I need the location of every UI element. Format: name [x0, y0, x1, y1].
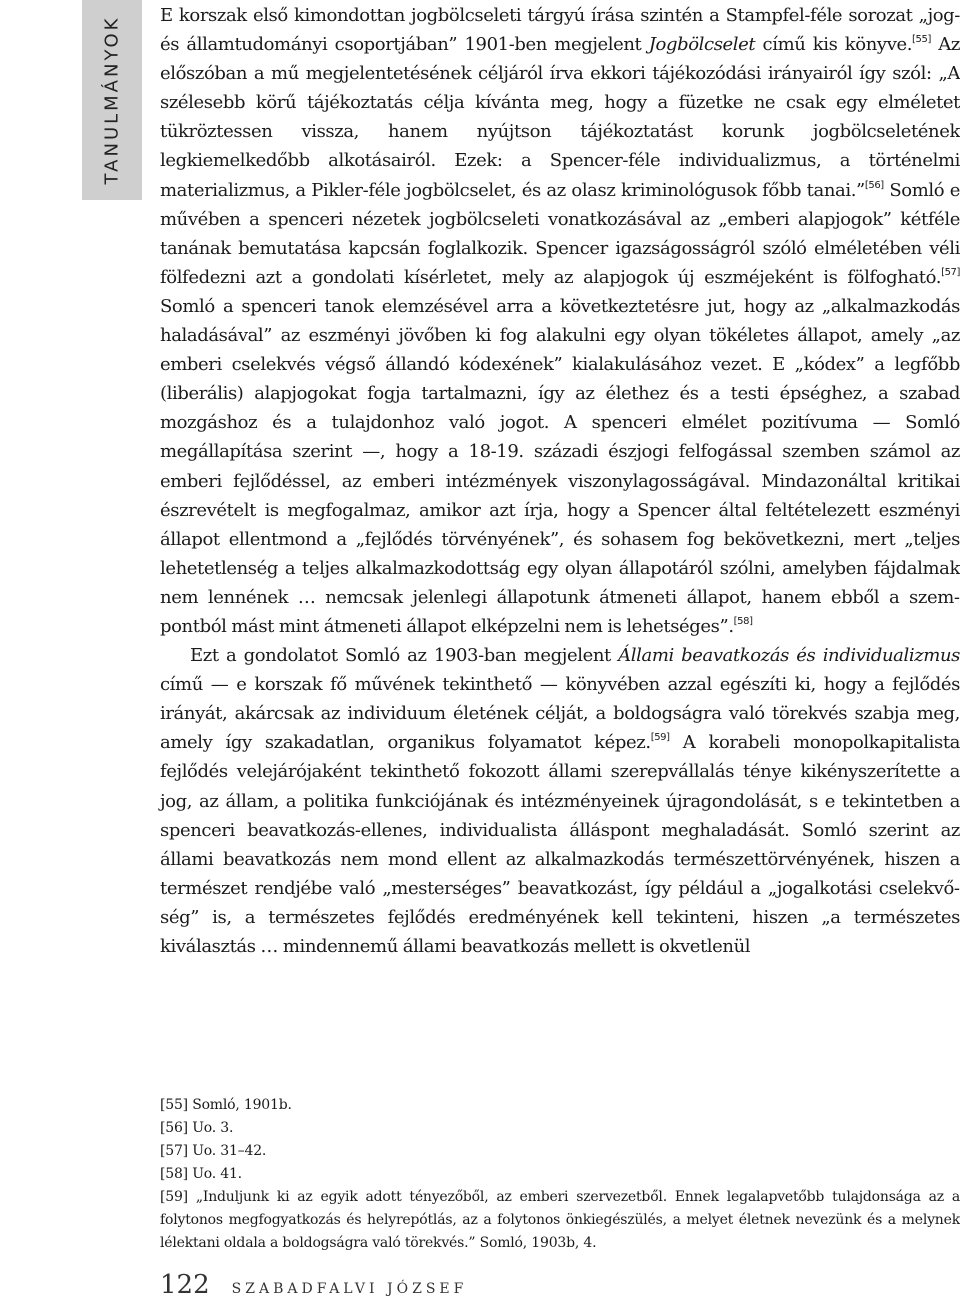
footnote-58: [58] Uo. 41.: [160, 1166, 242, 1182]
paragraph-2: [160, 641, 960, 961]
article-body: [160, 1, 960, 961]
paragraph-1-text-b: című kis könyve.: [755, 34, 913, 56]
book-title-jogbolcselet: Jogbölcselet: [648, 34, 756, 56]
footnote-ref-56[interactable]: [56]: [864, 179, 884, 191]
footnote-59: [59] „Induljunk ki az egyik adott tényezőből, az emberi szervezetből. Ennek legalapvetőbb tulajdonsága az a folytonos megfogyatkozás és helyrepótlás, az a folytonos önkiegészülés, a melyet életnek nevezünk és a melynek lélektani oldala a boldogságra való törekvés.” Somló, 1903b, 4.: [160, 1189, 960, 1251]
paragraph-2-text-c: A korabeli monopolkapitalista fejlődés velejárójaként tekinthető fokozott állami szerepvállalás tényе kikényszerítette a jog, az állam, a politika funkciójának és intézményeinek újragondolását, s e tekintetben a spenceri beavatkozás-ellenes, individualista álláspont meghaladását. Somló szerint az állami beavatkozás nem mond ellent az alkalmazkodás természettörvényének, hiszen a természet rendjébe való „mesterséges” beavatkozást, így például a „jogalkotási cselekvőség” is, a természetes fejlődés eredményének kell tekinteni, hiszen „a természetes kiválasztás … mindennemű állami beavatkozás mellett is okvetlenül: [160, 732, 960, 957]
footnote-ref-55[interactable]: [55]: [912, 34, 931, 46]
section-tab-label: TANULMÁNYOK: [101, 15, 123, 185]
footnote-57: [57] Uo. 31–42.: [160, 1143, 267, 1159]
footnote-ref-58[interactable]: [58]: [733, 615, 753, 627]
footnotes: [160, 1094, 960, 1255]
paragraph-2-text-a: Ezt a gondolatot Somló az 1903-ban megjelent: [190, 645, 619, 667]
paragraph-1: [160, 1, 960, 641]
footnote-ref-57[interactable]: [57]: [941, 266, 960, 278]
paragraph-1-text-c: Az előszóban a mű megjelentetésének céljáról írva ekkori tájékozódási irányairól így szól: „A szélesebb körű tájékoztatás célja kívánta meg, hogy a füzetke ne csak egy elméletet tükröztessen vissza, hanem nyújtson tájékoztatást korunk jogbölcseletének legkiemelkedőbb alkotásairól. Ezek: a Spencer-féle individualizmus, a történelmi materializmus, a Pikler-féle jogbölcselet, és az olasz kriminológusok főbb tanai.”: [160, 34, 960, 201]
paragraph-2-text-b: című — e korszak fő művének tekinthető — könyvében azzal egészíti ki, hogy a fejlődés irányát, akárcsak az individuum életének célját, a boldogságra való törekvés szabja meg, amely így szakadatlan, organikus folyamatot képez.: [160, 674, 960, 754]
footnote-56: [56] Uo. 3.: [160, 1120, 234, 1136]
paragraph-1-text-a: E korszak első kimondottan jogbölcseleti tárgyú írása szintén a Stampfel-féle sorozat „jog- és államtudományi csoportjában” 1901-ben megjelent: [160, 5, 960, 56]
footnote-55: [55] Somló, 1901b.: [160, 1097, 292, 1113]
page-footer: [160, 1270, 467, 1310]
footnote-ref-59[interactable]: [59]: [650, 732, 670, 744]
book-title-allami-beavatkozas: Állami beavatkozás és individualizmus: [618, 645, 960, 667]
paragraph-1-text-d: Somló e művében a spenceri nézetek jogbölcseleti vonatkozásával az „emberi alapjogok” kétféle tanának bemutatása kapcsán foglalkozik. Spencer igazságosságról szóló elméletében véli fölfedezni azt a gondolati kísérletet, mely az alapjogok új eszméjeként is fölfogható.: [160, 179, 960, 288]
page-number: 122: [160, 1270, 210, 1300]
paragraph-1-text-e: Somló a spenceri tanok elemzésével arra a következtetésre jut, hogy az „alkalmazkodás haladásával” az eszményi jövőben ki fog alakulni egy olyan tökéletes állapot, amely „az emberi cselekvés végső állandó kódexének” kialakulásához vezet. E „kódex” a legfőbb (liberális) alapjogokat fogja tartalmazni, így az élethez és a testi épséghez, a szabad mozgáshoz és a tulajdonhoz való jogot. A spenceri elmélet pozitívuma — Somló megállapítása szerint —, hogy a 18-19. századi észjogi felfogással szemben számol az emberi fejlődéssel, az emberi intézmények viszonylagosságával. Mindazonáltal kritikai észrevételt is megfogalmaz, amikor azt írja, hogy a Spencer által feltételezett eszményi állapot ellentmond a „fejlődés törvényének”, és sohasem fog bekövetkezni, mert „teljes lehetetlenség a teljes alkalmazkodottság egy olyan állapotáról szólni, amelyben fájdalmak nem lennének … nemcsak jelenlegi állapotunk átmeneti állapot, hanem ebből a szempontból mást mint átmeneti állapot elképzelni nem is lehetséges”.: [160, 295, 960, 637]
running-author: SZABADFALVI JÓZSEF: [231, 1281, 468, 1297]
section-tab: [82, 0, 142, 200]
